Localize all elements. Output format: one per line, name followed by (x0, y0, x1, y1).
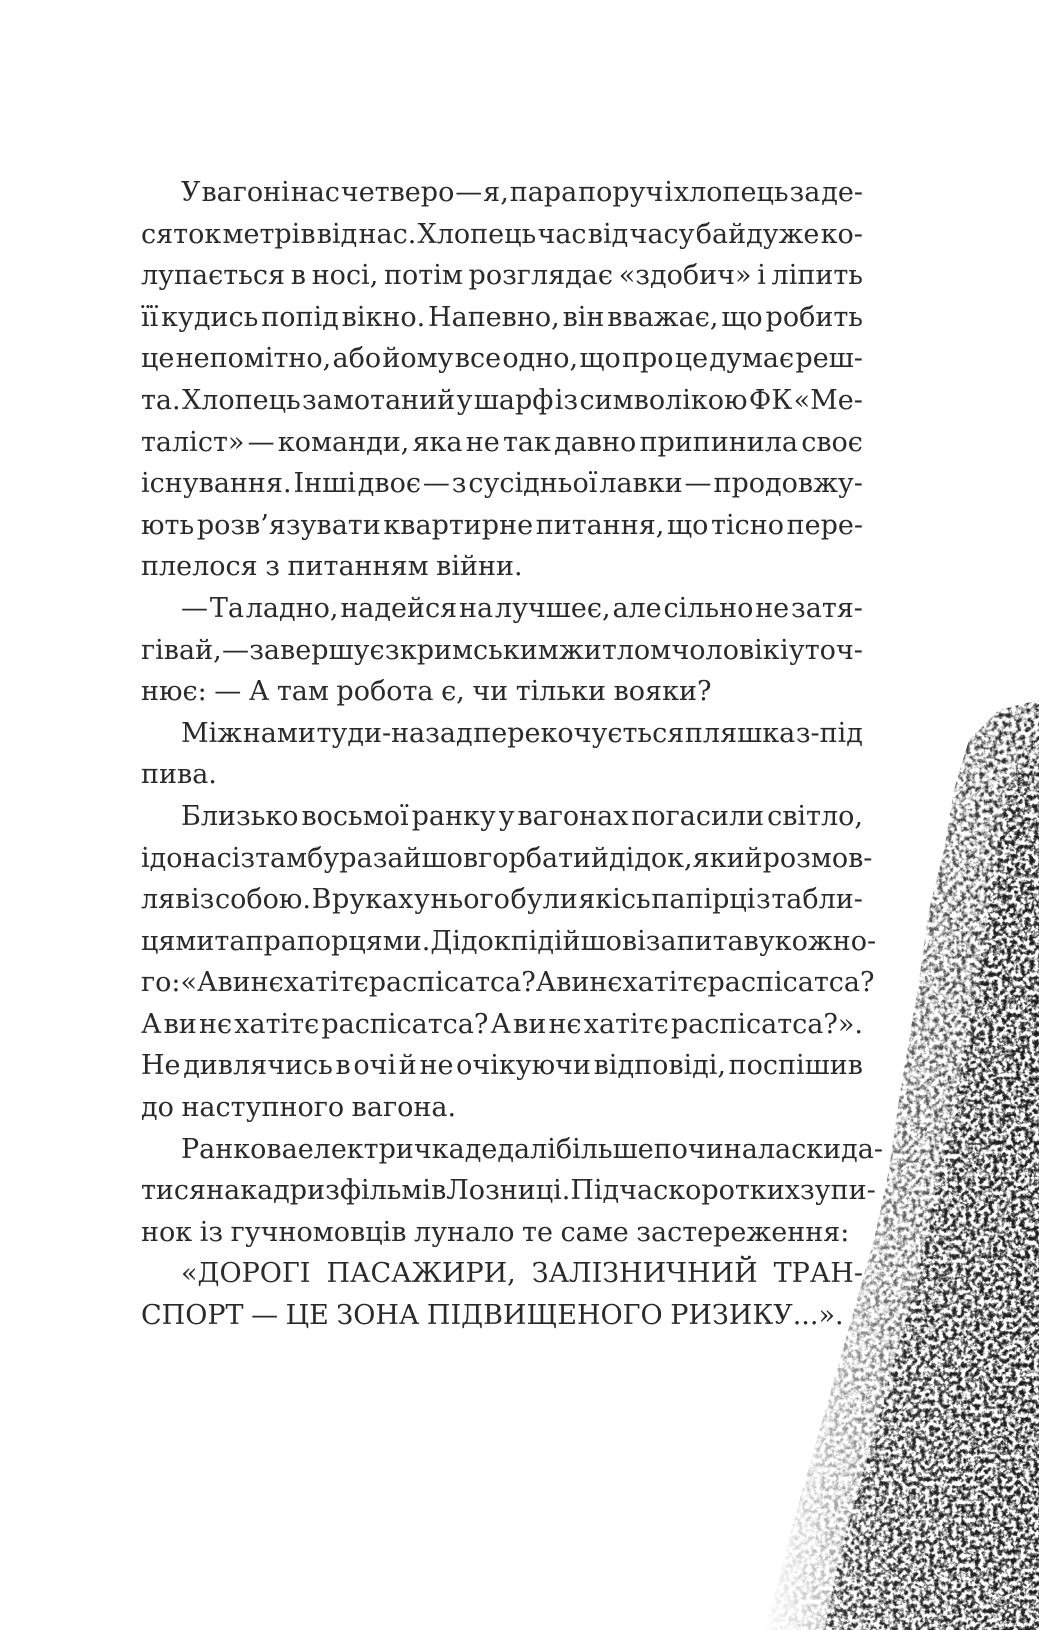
text-line (141, 338, 863, 380)
word: я, (483, 177, 509, 208)
word: руках (332, 884, 414, 916)
word: А (141, 1008, 162, 1040)
word: СПОРТ (141, 1300, 244, 1332)
word: більше (555, 1133, 654, 1165)
word: лавки (599, 468, 683, 500)
word: робота (336, 676, 434, 708)
word: розглядає (468, 260, 613, 292)
word: распісатса? (368, 967, 536, 999)
word: пива. (141, 759, 217, 791)
word: і (637, 925, 646, 957)
word: із (199, 1216, 224, 1248)
word: табли- (771, 884, 863, 916)
word: погасили (631, 800, 765, 832)
word: сільно (663, 592, 754, 624)
word: плелося (141, 551, 258, 583)
word: лупається (141, 260, 286, 292)
word: чоловік (671, 634, 780, 666)
word: — (684, 468, 712, 500)
word: хлопець (673, 177, 789, 208)
word: не (419, 1050, 454, 1082)
text-line (141, 380, 863, 422)
word: ви (513, 1008, 547, 1040)
word: Напевно, (428, 301, 560, 333)
word: прапорцями. (245, 925, 431, 957)
word: ПІДВИЩЕНОГО (426, 1300, 663, 1332)
word: в (290, 260, 306, 292)
word: нього (430, 884, 510, 916)
word: поспішив (728, 1050, 863, 1082)
word: де- (821, 177, 863, 208)
word: що (721, 301, 763, 333)
word: вояки? (613, 676, 712, 708)
text-line (141, 463, 863, 505)
word: — (181, 592, 208, 624)
word: хатітє (622, 967, 708, 999)
word: уточ- (788, 634, 863, 666)
word: Ранкова (181, 1133, 298, 1165)
word: Під (570, 1175, 620, 1207)
word: це (674, 343, 709, 375)
word: Інші (293, 468, 356, 500)
word: пара (509, 177, 578, 208)
word: якісь (578, 884, 651, 916)
word: хатітє (283, 967, 369, 999)
word: «Ме- (793, 384, 863, 416)
word: — (251, 1300, 279, 1332)
word: розмов- (762, 842, 873, 874)
word: кожно- (774, 925, 877, 957)
word: ПАСАЖИРИ, (326, 1258, 516, 1290)
word: є, (441, 676, 465, 708)
word: А (535, 967, 557, 999)
word: застереження: (636, 1216, 850, 1248)
word: тільки (515, 676, 607, 708)
word: Близько (181, 800, 299, 832)
word: дедалі (464, 1133, 556, 1165)
text-line (141, 297, 863, 339)
word: починала (653, 1133, 792, 1165)
word: час (619, 1175, 669, 1207)
word: її (141, 301, 159, 333)
word: та (214, 925, 246, 957)
word: ють (141, 509, 195, 541)
word: все (454, 343, 502, 375)
word: ви (163, 1008, 197, 1040)
word: і (141, 842, 150, 874)
word: у (456, 384, 473, 416)
text-line (141, 422, 863, 464)
word: ляв (141, 884, 191, 916)
word: — (221, 634, 249, 666)
word: на (206, 1175, 241, 1207)
word: не (755, 592, 790, 624)
word: нами (242, 717, 316, 749)
word: що (579, 343, 621, 375)
word: кримським (399, 634, 559, 666)
word: нє (548, 1008, 582, 1040)
word: який (692, 842, 763, 874)
word: там (276, 676, 329, 708)
word: існування. (141, 468, 292, 500)
word: яка (412, 426, 463, 458)
word: зайшов (372, 842, 479, 874)
word: відповіді, (593, 1050, 726, 1082)
word: чи (472, 676, 509, 708)
word: ви (217, 967, 251, 999)
word: гівай, (141, 634, 222, 666)
word: одно, (502, 343, 579, 375)
word: але (612, 592, 662, 624)
word: го: (141, 967, 181, 999)
word: квартирне (383, 509, 534, 541)
word: підійшов (510, 925, 638, 957)
word: і (664, 177, 673, 208)
word: затя- (791, 592, 863, 624)
word: нок (141, 1216, 193, 1248)
word: вагоні (201, 177, 290, 208)
word: А (248, 676, 270, 708)
word: А (490, 1008, 511, 1040)
text-line (141, 255, 863, 297)
word: що (667, 509, 709, 541)
text-line (141, 172, 863, 214)
word: поруч (578, 177, 664, 208)
word: Хлопець (417, 218, 537, 250)
word: горбатий (478, 842, 610, 874)
word: собою. (214, 884, 311, 916)
word: від (316, 218, 358, 250)
word: із (191, 884, 215, 916)
word: нас. (358, 218, 417, 250)
word: символікою (579, 384, 748, 416)
word: ладно, (245, 592, 339, 624)
word: байдуже (695, 218, 820, 250)
word: замотаний (302, 384, 456, 416)
word: запитав (645, 925, 759, 957)
word: надейся (340, 592, 458, 624)
word: — (214, 676, 242, 708)
text-line (141, 630, 863, 672)
word: і (757, 260, 766, 292)
word: війни. (436, 551, 523, 583)
word: не (465, 426, 500, 458)
word: пере- (786, 509, 863, 541)
word: папірці (651, 884, 756, 916)
word: до (141, 1092, 174, 1124)
word: — (455, 177, 483, 208)
word: зупи- (799, 1175, 876, 1207)
word: хатітє (583, 1008, 669, 1040)
word: розв’язувати (196, 509, 381, 541)
word: нас (290, 177, 340, 208)
word: він (562, 301, 605, 333)
word: реш- (795, 343, 863, 375)
word: лучшеє, (494, 592, 611, 624)
word: з-під (795, 717, 863, 749)
word: ЗОНА (336, 1300, 420, 1332)
word: ФК (748, 384, 793, 416)
word: за (789, 177, 821, 208)
word: скида- (791, 1133, 883, 1165)
word: нє (198, 1008, 233, 1040)
word: очікуючи (456, 1050, 591, 1082)
word: до (149, 842, 183, 874)
word: цями (141, 925, 215, 957)
word: питання, (535, 509, 665, 541)
word: та. (141, 384, 181, 416)
word: з (384, 634, 400, 666)
word: думає (709, 343, 795, 375)
word: вагонах (517, 800, 629, 832)
word: гучномовців (230, 1216, 407, 1248)
word: четверо (340, 177, 455, 208)
word: Лозниці. (446, 1175, 571, 1207)
word: кудись (161, 301, 259, 333)
word: тися (141, 1175, 207, 1207)
word: распісатса? (321, 1008, 489, 1040)
word: носі, (311, 260, 379, 292)
word: сусідньої (468, 468, 598, 500)
text-line (141, 546, 863, 588)
word: туди-назад (316, 717, 473, 749)
word: з (265, 551, 280, 583)
word: пляшка (684, 717, 796, 749)
word: вважає, (607, 301, 719, 333)
word: «здобич» (618, 260, 752, 292)
word: житлом (559, 634, 672, 666)
word: дивлячись (183, 1050, 333, 1082)
word: із (231, 842, 256, 874)
word: і (779, 634, 789, 666)
word: саме (560, 1216, 629, 1248)
word: у (498, 800, 515, 832)
word: або (332, 343, 382, 375)
word: нє (589, 967, 623, 999)
word: непомітно, (175, 343, 332, 375)
word: питанням (287, 551, 429, 583)
word: світло, (767, 800, 863, 832)
word: робить (765, 301, 863, 333)
word: РИЗИКУ...». (670, 1300, 844, 1332)
word: те (522, 1216, 553, 1248)
word: час (537, 218, 587, 250)
word: хатітє (234, 1008, 320, 1040)
word: давно (554, 426, 637, 458)
word: Не (141, 1050, 181, 1082)
word: й (398, 1050, 417, 1082)
word: вагона. (351, 1092, 457, 1124)
word: тамбура (255, 842, 373, 874)
word: у (758, 925, 775, 957)
word: ЗАЛІЗНИЧНИЙ (531, 1258, 758, 1290)
word: дідок, (609, 842, 693, 874)
word: нє (250, 967, 284, 999)
text-line (141, 214, 863, 256)
word: попід (261, 301, 339, 333)
text-line (141, 505, 863, 547)
word: — (422, 468, 450, 500)
word: восьмої (301, 800, 409, 832)
ink-texture-decoration (739, 700, 1039, 1630)
word: так (502, 426, 551, 458)
word: перекочується (473, 717, 685, 749)
word: нас (182, 842, 232, 874)
word: сяток (141, 218, 222, 250)
word: від (587, 218, 629, 250)
word: своє (801, 426, 863, 458)
word: на (459, 592, 494, 624)
word: очі (353, 1050, 397, 1082)
word: Дідок (430, 925, 511, 957)
word: часу (629, 218, 695, 250)
word: були (510, 884, 578, 916)
word: фільмів (339, 1175, 447, 1207)
word: з (756, 884, 771, 916)
word: ТРАН- (773, 1258, 863, 1290)
word: припинила (639, 426, 798, 458)
word: распісатса?». (670, 1008, 863, 1040)
word: ЦЕ (285, 1300, 329, 1332)
word: з (325, 1175, 340, 1207)
word: двоє (357, 468, 421, 500)
word: нює: (141, 676, 207, 708)
word: продовжу- (713, 468, 863, 500)
word: наступного (181, 1092, 345, 1124)
word: в (335, 1050, 351, 1082)
text-line (141, 588, 863, 630)
word: шарф (473, 384, 554, 416)
word: лунало (413, 1216, 515, 1248)
word: завершує (249, 634, 385, 666)
word: Та (209, 592, 244, 624)
word: метрів (222, 218, 316, 250)
word: распісатса? (707, 967, 875, 999)
word: у (414, 884, 430, 916)
word: з (451, 468, 467, 500)
word: У (181, 177, 201, 208)
word: В (311, 884, 332, 916)
word: ко- (820, 218, 863, 250)
word: «ДОРОГІ (181, 1258, 311, 1290)
word: «А (180, 967, 218, 999)
word: тісно (711, 509, 784, 541)
word: ліпить (771, 260, 863, 292)
word: Хлопець (182, 384, 301, 416)
word: кадри (240, 1175, 326, 1207)
word: вікно. (341, 301, 426, 333)
word: електричка (297, 1133, 465, 1165)
word: це (141, 343, 175, 375)
word: Між (181, 717, 243, 749)
word: із (554, 384, 579, 416)
word: потім (384, 260, 463, 292)
word: — (247, 426, 275, 458)
word: ви (556, 967, 590, 999)
word: команди, (277, 426, 410, 458)
word: ранку (411, 800, 496, 832)
word: коротких (668, 1175, 800, 1207)
word: таліст» (141, 426, 245, 458)
word: про (621, 343, 674, 375)
word: йому (382, 343, 454, 375)
